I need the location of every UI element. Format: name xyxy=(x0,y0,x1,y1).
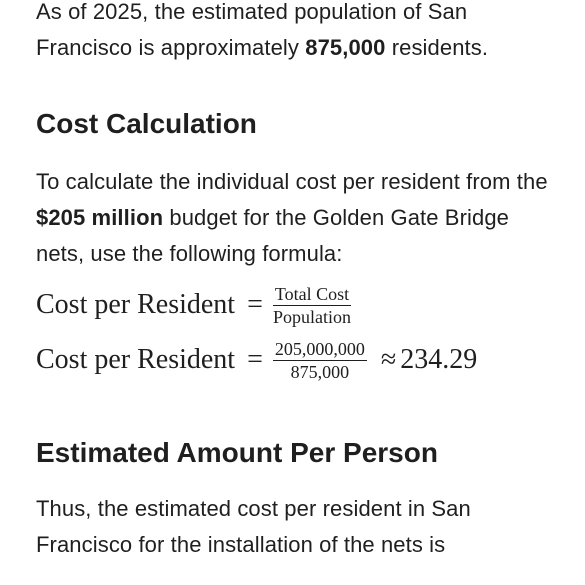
calculation-text: To calculate the individual cost per resident from the xyxy=(36,169,548,194)
formula-lhs: Cost per Resident xyxy=(36,344,236,375)
approx-sign: ≈ xyxy=(380,344,397,375)
calculation-text-end: budget for the Golden Gate Bridge nets, use the following formula: xyxy=(36,205,510,266)
equals-sign: = xyxy=(247,344,263,375)
formula-result: 234.29 xyxy=(400,344,478,375)
intro-text-end: residents. xyxy=(385,35,489,60)
estimated-amount-heading: Estimated Amount Per Person xyxy=(36,437,438,468)
fraction xyxy=(273,339,367,382)
formula-lhs: Cost per Resident xyxy=(36,289,236,320)
budget-value: $205 million xyxy=(36,205,164,230)
fraction-numerator: 205,000,000 xyxy=(274,338,365,359)
population-value: 875,000 xyxy=(305,35,386,60)
cost-calculation-heading: Cost Calculation xyxy=(36,108,257,139)
fraction-numerator: Total Cost xyxy=(274,283,350,304)
fraction-denominator: 875,000 xyxy=(290,361,350,382)
calculation-paragraph xyxy=(36,164,556,272)
formula-general xyxy=(36,280,556,330)
response-content xyxy=(36,0,556,563)
intro-paragraph xyxy=(36,0,556,66)
fraction xyxy=(273,284,351,327)
fraction-denominator: Population xyxy=(273,306,352,327)
equals-sign: = xyxy=(247,289,263,320)
intro-text: As of 2025, the estimated population of San Francisco is approximately xyxy=(36,0,468,60)
conclusion-paragraph: Thus, the estimated cost per resident in San Francisco for the installation of the nets is xyxy=(36,496,471,557)
formula-numeric xyxy=(36,335,556,385)
